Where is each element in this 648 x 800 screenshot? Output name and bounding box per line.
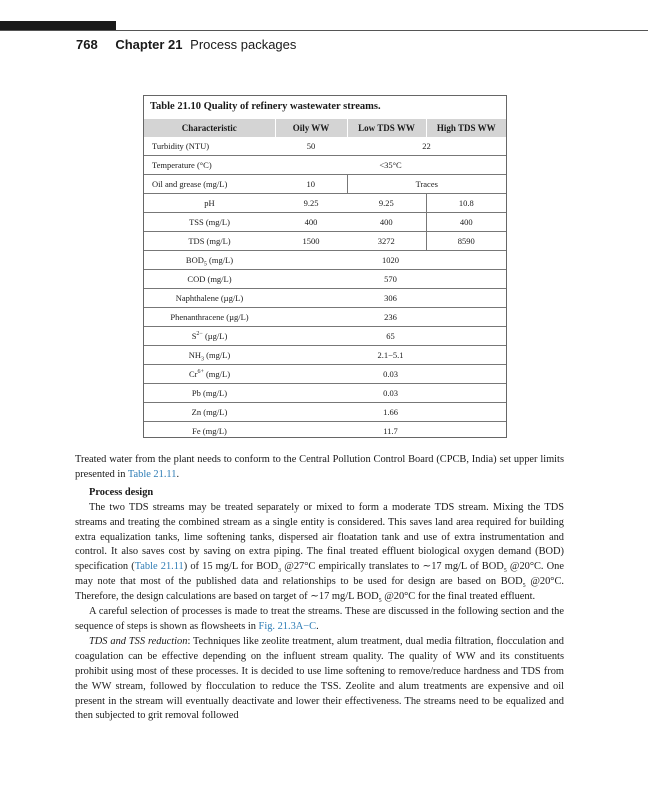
cell: 570 xyxy=(275,270,506,289)
cell: 0.03 xyxy=(275,384,506,403)
column-header: Oily WW xyxy=(275,119,347,137)
text-run: : Techniques like zeolite treatment, alum treatment, dual media filtration, flocculation and coagulation can be effective depending on the influent stream quality. The quality of WW and its constituents prohibit using most of these processes. It is decided to use lime softening to remove/reduce hardness and TDS from the WW stream, followed by flocculation to reduce the TSS. Zeolite and alum treatments are expensive and oil present in the stream will eventually deactivate and lower their effectiveness. The streams need to be equalized and then subjected to grit removal followed xyxy=(75,635,564,722)
table-row xyxy=(144,289,506,308)
cell: 400 xyxy=(275,213,347,232)
cell: 9.25 xyxy=(347,194,426,213)
subscript: 3 xyxy=(278,568,282,575)
label-part: BOD xyxy=(185,255,204,265)
row-label xyxy=(144,365,275,384)
cell: 8590 xyxy=(426,232,506,251)
cell: 400 xyxy=(347,213,426,232)
run-in-heading: TDS and TSS reduction xyxy=(89,635,188,647)
subscript: 5 xyxy=(522,583,526,590)
row-label: Phenanthracene (µg/L) xyxy=(144,308,275,327)
table-row xyxy=(144,403,506,422)
text-run: ) of 15 mg/L for BOD xyxy=(183,561,279,573)
label-part: (mg/L) xyxy=(203,369,231,379)
cell: 10 xyxy=(275,175,347,194)
text-run: @27°C empirically translates to ∼17 mg/L of BOD xyxy=(281,561,504,573)
cell: 1020 xyxy=(275,251,506,270)
chapter-title: Process packages xyxy=(190,37,297,52)
row-label xyxy=(144,346,275,365)
figure-21-3-link[interactable]: Fig. 21.3A−C xyxy=(258,620,317,632)
label-part: (mg/L) xyxy=(204,350,231,360)
header-rule xyxy=(0,30,648,31)
cell: Traces xyxy=(347,175,506,194)
cell: 10.8 xyxy=(426,194,506,213)
text-run: Treated water from the plant needs to conform to the Central Pollution Control Board (CPCB, India) set upper limits presented in xyxy=(75,454,564,480)
table-row xyxy=(144,232,506,251)
cell: 3272 xyxy=(347,232,426,251)
column-header: Characteristic xyxy=(144,119,275,137)
text-run: @20°C. One may note that most of the published data and relationships to be used for design are based on BOD xyxy=(75,561,564,588)
paragraph-tds-tss xyxy=(75,635,564,724)
label-superscript: 6+ xyxy=(197,369,204,376)
label-part: S xyxy=(191,331,197,341)
label-subscript: 3 xyxy=(201,356,205,363)
text-run: The two TDS streams may be treated separately or mixed to form a moderate TDS stream. Mixing the TDS streams and treating the combined stream as a single entity is considered. This saves land area required for building extra equalization tanks, lime softening tanks, dispersed air floatation tank and use of extra instrumentation and control. It also saves cost by saving on extra piping. The final treated effluent biological oxygen demand (BOD) specification ( xyxy=(75,501,564,573)
cell: 22 xyxy=(422,141,431,151)
data-table xyxy=(144,119,506,440)
table-row xyxy=(144,137,506,156)
cell: 65 xyxy=(275,327,506,346)
label-part: (mg/L) xyxy=(206,255,234,265)
page-header xyxy=(76,37,296,52)
row-label: TDS (mg/L) xyxy=(144,232,275,251)
table-row xyxy=(144,346,506,365)
table-row xyxy=(144,270,506,289)
table-row xyxy=(144,213,506,232)
column-header: Low TDS WW xyxy=(347,119,426,137)
table-caption: Table 21.10 Quality of refinery wastewater streams. xyxy=(150,101,381,112)
column-header: High TDS WW xyxy=(426,119,506,137)
chapter-label: Chapter 21 xyxy=(115,37,183,52)
body-text xyxy=(75,453,564,724)
cell: 400 xyxy=(426,213,506,232)
row-label: Temperature (°C) xyxy=(144,156,275,175)
row-label: Pb (mg/L) xyxy=(144,384,275,403)
row-label: Fe (mg/L) xyxy=(144,422,275,441)
row-label xyxy=(144,251,275,270)
page-number: 768 xyxy=(76,37,98,52)
paragraph-selection xyxy=(75,605,564,635)
table-row xyxy=(144,156,506,175)
text-run: . xyxy=(316,620,319,632)
row-label: pH xyxy=(144,194,275,213)
row-label: COD (mg/L) xyxy=(144,270,275,289)
subscript: 5 xyxy=(503,568,507,575)
table-row xyxy=(144,384,506,403)
quality-table xyxy=(143,95,507,438)
table-row xyxy=(144,251,506,270)
cell: 1500 xyxy=(275,232,347,251)
row-label: Oil and grease (mg/L) xyxy=(144,175,275,194)
cell: 1.66 xyxy=(275,403,506,422)
row-label: Naphthalene (µg/L) xyxy=(144,289,275,308)
table-row xyxy=(144,422,506,441)
table-21-11-link[interactable]: Table 21.11 xyxy=(127,468,177,480)
label-subscript: 5 xyxy=(203,261,207,268)
table-row xyxy=(144,365,506,384)
table-row xyxy=(144,308,506,327)
cell: 236 xyxy=(275,308,506,327)
table-row xyxy=(144,327,506,346)
cell: 2.1−5.1 xyxy=(275,346,506,365)
cell: 306 xyxy=(275,289,506,308)
cell: 9.25 xyxy=(275,194,347,213)
text-run: . xyxy=(176,468,180,480)
label-part: (µg/L) xyxy=(202,331,228,341)
row-label: Turbidity (NTU) xyxy=(152,141,210,151)
text-run: @20°C for the final treated effluent. xyxy=(381,591,536,603)
cell: <35°C xyxy=(275,156,506,175)
paragraph-design xyxy=(75,501,564,605)
cell: 11.7 xyxy=(275,422,506,441)
section-heading: Process design xyxy=(89,486,154,498)
subscript: 5 xyxy=(378,598,382,605)
label-part: Cr xyxy=(188,369,198,379)
cell: 0.03 xyxy=(275,365,506,384)
text-run: A careful selection of processes is made to treat the streams. These are discussed in the following section and the sequence of steps is shown as flowsheets in xyxy=(75,606,564,632)
table-row xyxy=(144,175,506,194)
label-part: NH xyxy=(188,350,202,360)
row-label: TSS (mg/L) xyxy=(144,213,275,232)
cell: 50 xyxy=(306,141,316,151)
text-run: @20°C. Therefore, the design calculations are based on target of ∼17 mg/L BOD xyxy=(75,576,564,603)
label-superscript: 2− xyxy=(196,331,203,338)
table-header-row xyxy=(144,119,506,137)
table-21-11-link[interactable]: Table 21.11 xyxy=(134,561,184,573)
paragraph-cpcb xyxy=(75,453,564,483)
row-label xyxy=(144,327,275,346)
row-label: Zn (mg/L) xyxy=(144,403,275,422)
table-row xyxy=(144,194,506,213)
